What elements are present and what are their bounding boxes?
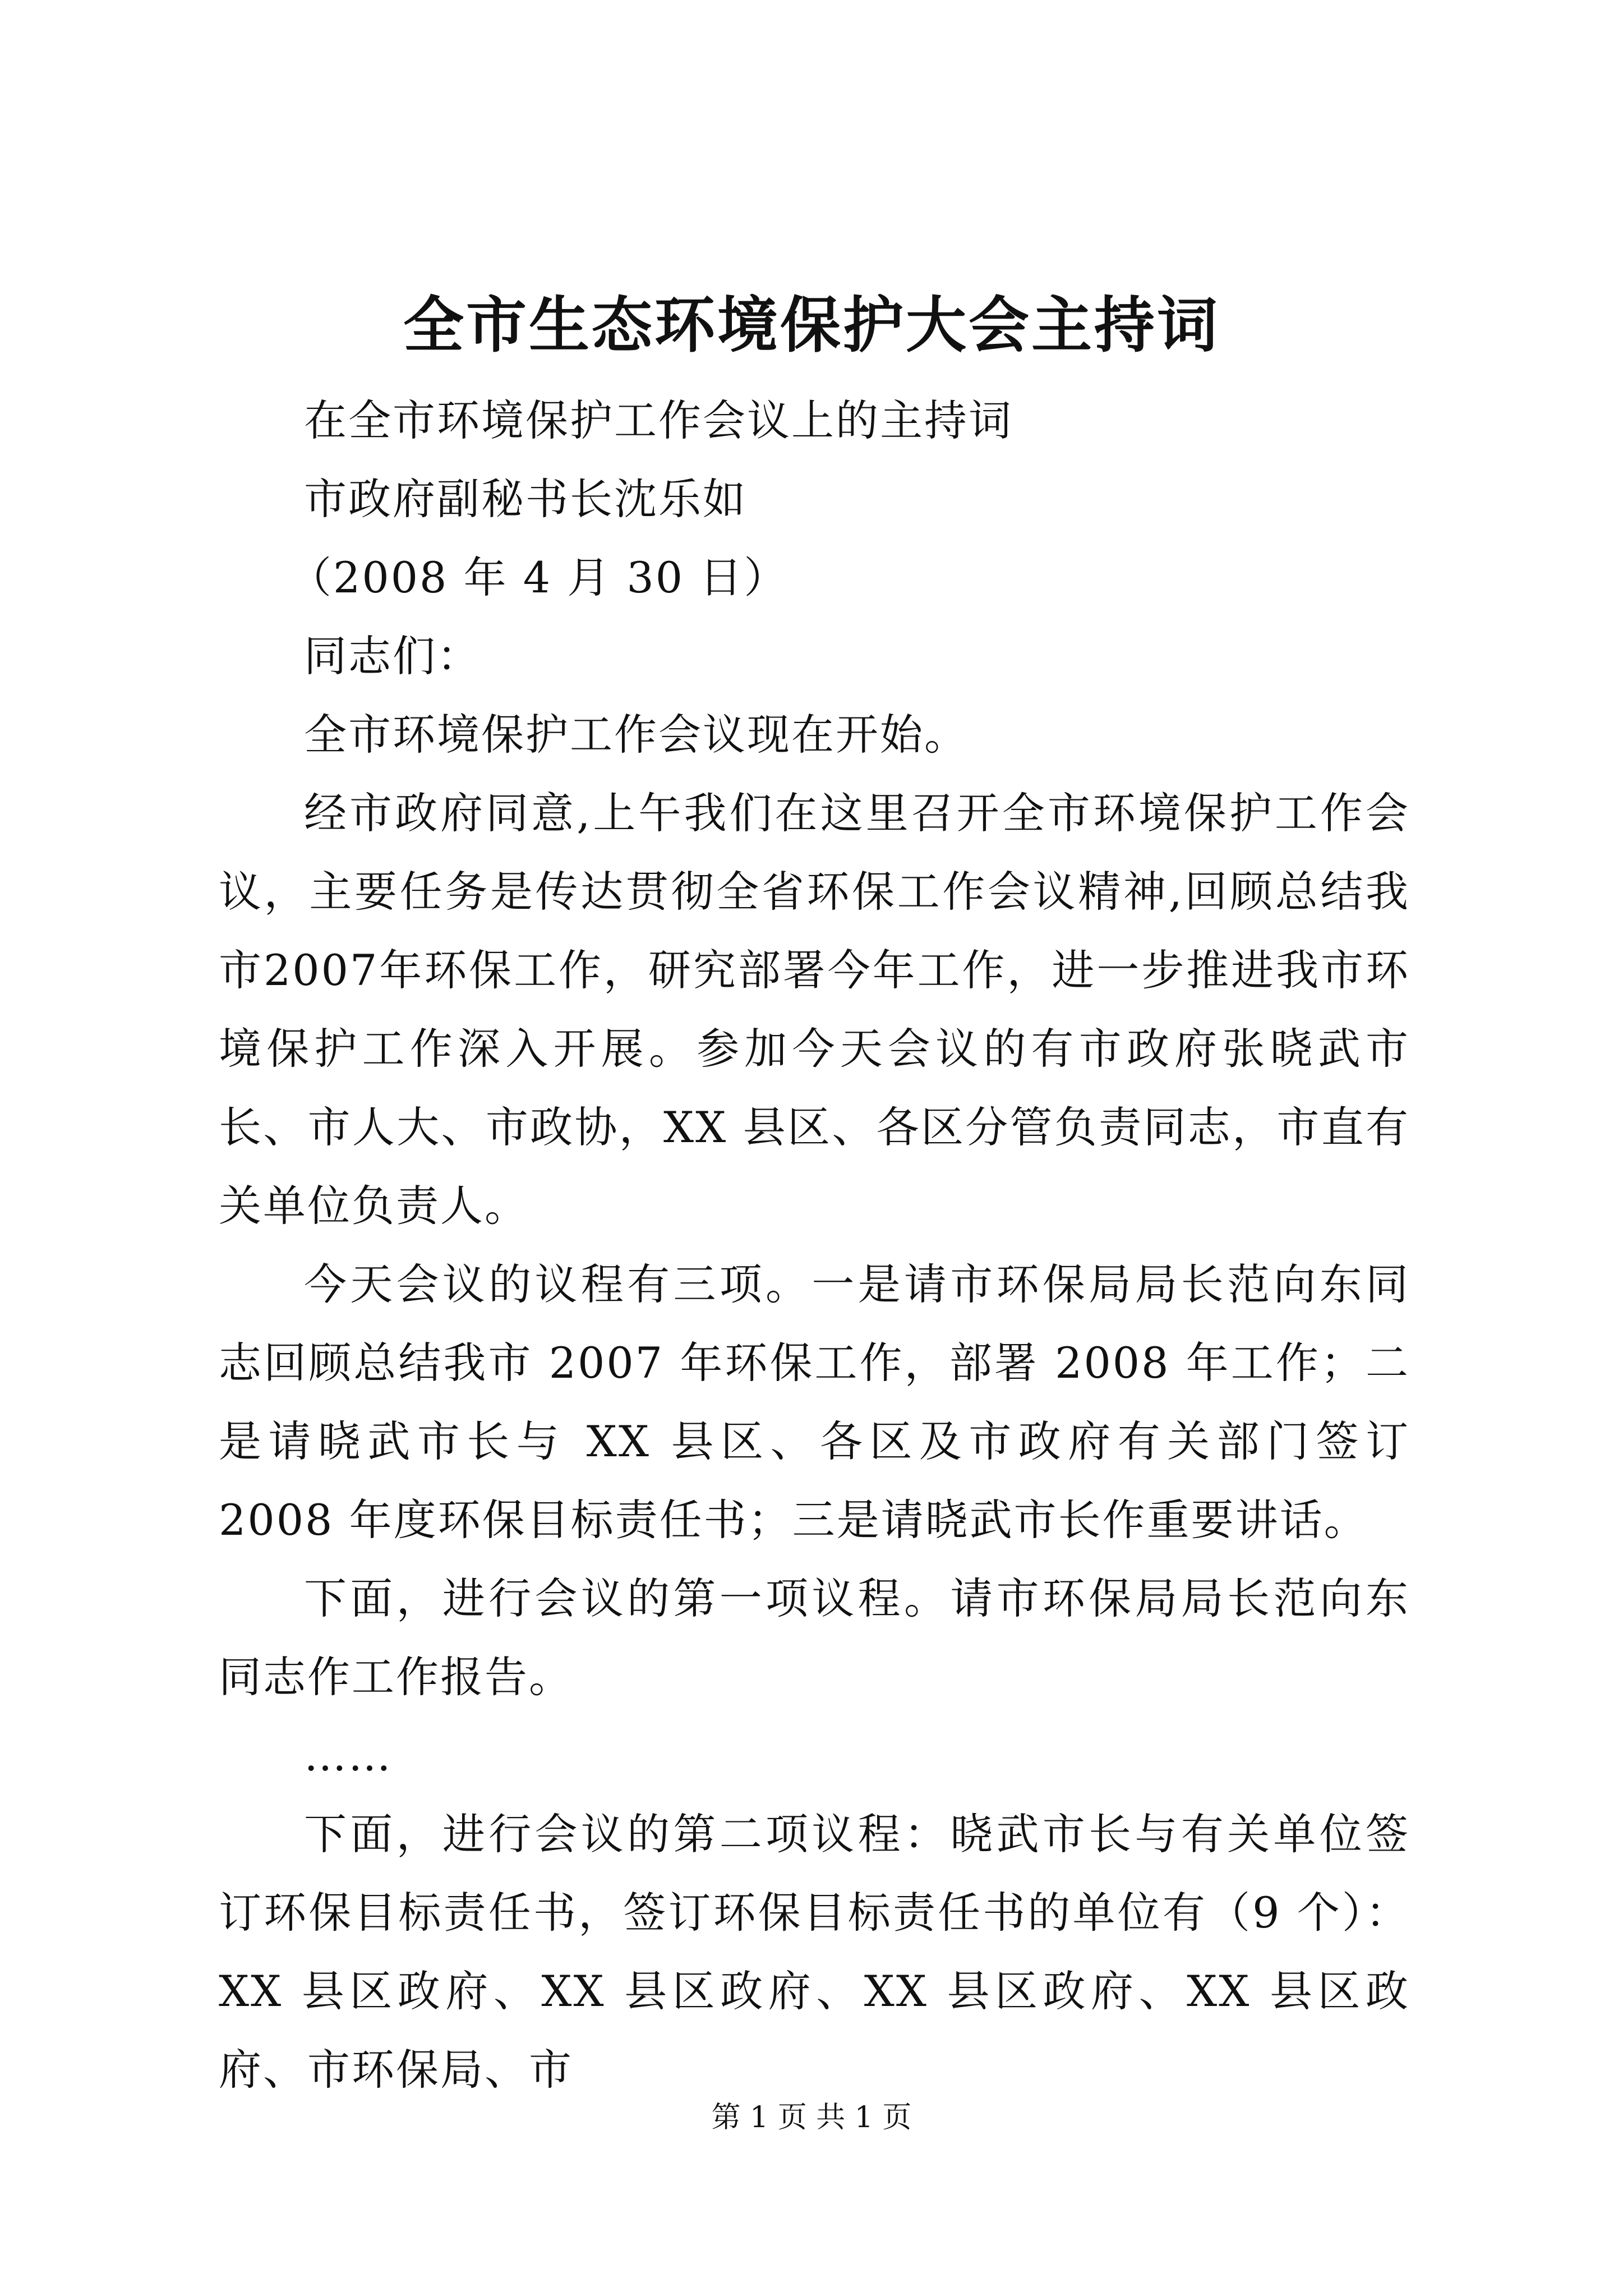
date-line: （2008 年 4 月 30 日）: [289, 553, 789, 602]
paragraph: 全市环境保护工作会议现在开始。: [304, 710, 969, 760]
paragraph: 下面，进行会议的第二项议程：晓武市长与有关单位签订环保目标责任书，签订环保目标责任书的单位有（9 个）：XX 县区政府、XX 县区政府、XX 县区政府、XX 县区政府、市环保局、市: [219, 1809, 1410, 2095]
paragraph: 经市政府同意,上午我们在这里召开全市环境保护工作会议，主要任务是传达贯彻全省环保工作会议精神,回顾总结我市2007年环保工作，研究部署今年工作，进一步推进我市环境保护工作深入开展。参加今天会议的有市政府张晓武市长、市人大、市政协，XX 县区、各区分管负责同志，市直有关单位负责人。: [219, 788, 1410, 1231]
document-subtitle: 在全市环境保护工作会议上的主持词: [304, 395, 1013, 445]
greeting-line: 同志们：: [304, 631, 481, 681]
document-body: [219, 381, 1410, 2109]
paragraph: 下面，进行会议的第一项议程。请市环保局局长范向东同志作工作报告。: [219, 1573, 1410, 1702]
speaker-line: 市政府副秘书长沈乐如: [304, 474, 747, 524]
ellipsis-line: ……: [304, 1731, 393, 1780]
page-footer: 第 1 页 共 1 页: [711, 2101, 912, 2134]
paragraph: 今天会议的议程有三项。一是请市环保局局长范向东同志回顾总结我市 2007 年环保工作，部署 2008 年工作；二是请晓武市长与 XX 县区、各区及市政府有关部门签订 2008 年度环保目标责任书；三是请晓武市长作重要讲话。: [219, 1259, 1410, 1545]
document-title: 全市生态环境保护大会主持词: [403, 290, 1220, 361]
